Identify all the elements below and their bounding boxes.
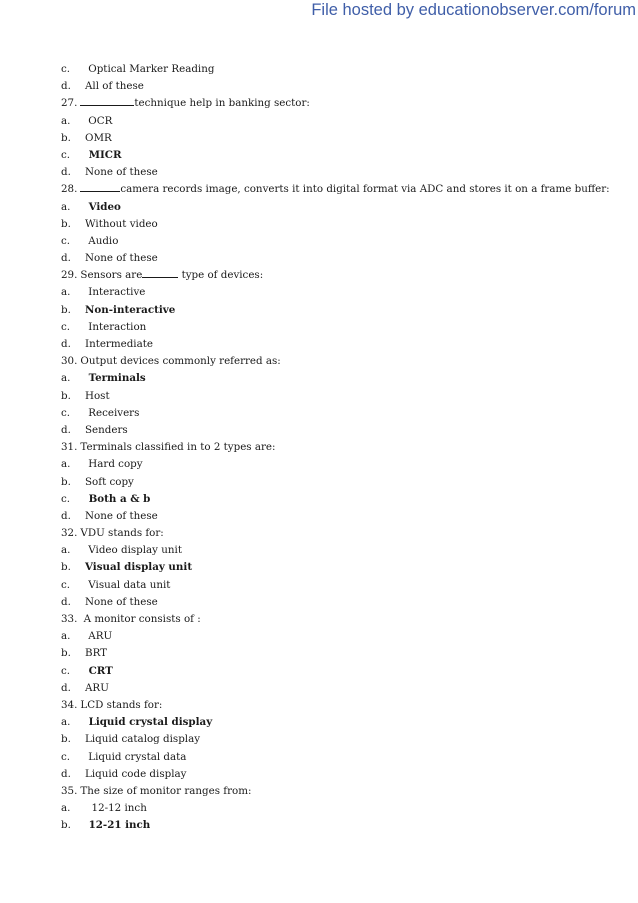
- answer-option: [61, 628, 631, 645]
- answer-option: [61, 663, 631, 680]
- question-number: 27.: [61, 97, 78, 110]
- question-line: [61, 783, 631, 800]
- answer-option: [61, 474, 631, 491]
- option-label: d.: [61, 80, 71, 93]
- option-text: Liquid code display: [85, 767, 187, 780]
- correct-option-text: Terminals: [85, 372, 146, 385]
- question-text: LCD stands for:: [80, 698, 163, 711]
- answer-option: [61, 284, 631, 301]
- answer-option: [61, 233, 631, 250]
- option-label: d.: [61, 338, 71, 350]
- question-text-after-blank: technique help in banking sector:: [134, 97, 310, 110]
- answer-option: [61, 542, 631, 559]
- option-label: b.: [61, 561, 71, 574]
- correct-option-text: 12-21 inch: [85, 819, 151, 832]
- option-text: Intermediate: [85, 338, 153, 350]
- option-label: d.: [61, 166, 71, 179]
- option-label: b.: [61, 819, 71, 832]
- option-text: Liquid crystal data: [85, 750, 187, 763]
- question-line: [61, 439, 631, 456]
- question-number: 28.: [61, 183, 78, 196]
- option-label: a.: [61, 200, 71, 213]
- question-line: [61, 611, 631, 628]
- option-text: Receivers: [85, 406, 140, 419]
- option-label: b.: [61, 217, 71, 230]
- option-text: Liquid catalog display: [85, 733, 201, 746]
- option-label: d.: [61, 509, 71, 522]
- option-text: Hard copy: [85, 458, 143, 471]
- option-text: Interactive: [85, 286, 146, 299]
- answer-option: [61, 456, 631, 473]
- option-text: Senders: [85, 423, 128, 436]
- option-text: BRT: [85, 647, 108, 660]
- answer-option: [61, 817, 631, 834]
- answer-option: [61, 250, 631, 267]
- option-label: d.: [61, 595, 71, 608]
- option-text: None of these: [85, 595, 158, 608]
- fill-in-blank: [142, 267, 178, 278]
- option-label: c.: [61, 664, 71, 677]
- option-text: Audio: [85, 234, 119, 247]
- question-text: VDU stands for:: [80, 527, 164, 540]
- option-text: OMR: [85, 131, 112, 144]
- question-list: [61, 61, 631, 834]
- answer-option: [61, 577, 631, 594]
- option-text: Optical Marker Reading: [85, 63, 215, 75]
- question-line: [61, 181, 631, 198]
- option-label: b.: [61, 131, 71, 144]
- question-line: [61, 353, 631, 370]
- answer-option: [61, 61, 631, 78]
- option-text: Interaction: [85, 320, 147, 333]
- answer-option: [61, 559, 631, 576]
- answer-option: [61, 164, 631, 181]
- correct-option-text: Non-interactive: [85, 303, 176, 316]
- option-label: c.: [61, 492, 71, 505]
- correct-option-text: Liquid crystal display: [85, 716, 213, 729]
- option-text: None of these: [85, 252, 158, 265]
- answer-option: [61, 731, 631, 748]
- fill-in-blank: [80, 95, 134, 106]
- option-label: b.: [61, 389, 71, 402]
- option-text: None of these: [85, 166, 158, 179]
- watermark-text: File hosted by educationobserver.com/forum: [311, 1, 636, 19]
- answer-option: [61, 645, 631, 662]
- correct-option-text: MICR: [85, 148, 122, 161]
- option-text: ARU: [85, 681, 109, 694]
- option-label: a.: [61, 716, 71, 729]
- option-label: c.: [61, 320, 71, 333]
- answer-option: [61, 508, 631, 525]
- answer-option: [61, 130, 631, 147]
- answer-option: [61, 491, 631, 508]
- correct-option-text: Both a & b: [85, 492, 151, 505]
- option-label: c.: [61, 63, 71, 75]
- question-text: The size of monitor ranges from:: [80, 784, 252, 797]
- option-label: a.: [61, 802, 71, 815]
- answer-option: [61, 336, 631, 353]
- question-number: 30.: [61, 355, 78, 368]
- answer-option: [61, 766, 631, 783]
- option-label: c.: [61, 750, 71, 763]
- question-number: 33.: [61, 613, 78, 625]
- question-line: [61, 95, 631, 112]
- option-text: ARU: [85, 630, 113, 643]
- option-label: a.: [61, 630, 71, 643]
- answer-option: [61, 680, 631, 697]
- question-text: Sensors are: [80, 269, 143, 282]
- question-line: [61, 525, 631, 542]
- option-label: a.: [61, 458, 71, 471]
- option-label: b.: [61, 647, 71, 660]
- option-text: 12-12 inch: [85, 802, 147, 815]
- question-text: Terminals classified in to 2 types are:: [80, 441, 276, 454]
- question-text: A monitor consists of :: [80, 613, 201, 625]
- option-label: c.: [61, 578, 71, 591]
- answer-option: [61, 388, 631, 405]
- option-text: Visual data unit: [85, 578, 171, 591]
- option-text: Host: [85, 389, 110, 402]
- option-text: All of these: [85, 80, 144, 93]
- option-text: Soft copy: [85, 475, 134, 488]
- option-label: a.: [61, 544, 71, 557]
- option-label: c.: [61, 406, 71, 419]
- answer-option: [61, 594, 631, 611]
- option-label: a.: [61, 372, 71, 385]
- answer-option: [61, 147, 631, 164]
- correct-option-text: Visual display unit: [85, 561, 193, 574]
- option-text: Without video: [85, 217, 158, 230]
- question-number: 32.: [61, 527, 78, 540]
- option-text: OCR: [85, 114, 113, 127]
- option-label: d.: [61, 681, 71, 694]
- option-label: c.: [61, 148, 71, 161]
- option-text: None of these: [85, 509, 158, 522]
- question-line: [61, 267, 631, 284]
- option-label: d.: [61, 423, 71, 436]
- answer-option: [61, 199, 631, 216]
- fill-in-blank: [80, 181, 120, 192]
- answer-option: [61, 714, 631, 731]
- question-number: 34.: [61, 698, 78, 711]
- question-text-after-blank: type of devices:: [178, 269, 264, 282]
- option-label: a.: [61, 114, 71, 127]
- option-label: a.: [61, 286, 71, 299]
- answer-option: [61, 405, 631, 422]
- question-number: 29.: [61, 269, 78, 282]
- question-text-after-blank: camera records image, converts it into digital format via ADC and stores it on a frame buffer:: [120, 183, 610, 196]
- option-label: c.: [61, 234, 71, 247]
- question-text: Output devices commonly referred as:: [80, 355, 281, 368]
- correct-option-text: Video: [85, 200, 121, 213]
- question-number: 31.: [61, 441, 78, 454]
- answer-option: [61, 800, 631, 817]
- answer-option: [61, 319, 631, 336]
- answer-option: [61, 302, 631, 319]
- answer-option: [61, 113, 631, 130]
- correct-option-text: CRT: [85, 664, 113, 677]
- answer-option: [61, 216, 631, 233]
- option-label: b.: [61, 303, 71, 316]
- option-label: b.: [61, 475, 71, 488]
- option-label: d.: [61, 252, 71, 265]
- option-label: d.: [61, 767, 71, 780]
- answer-option: [61, 370, 631, 387]
- option-text: Video display unit: [85, 544, 182, 557]
- question-line: [61, 697, 631, 714]
- answer-option: [61, 78, 631, 95]
- option-label: b.: [61, 733, 71, 746]
- question-number: 35.: [61, 784, 78, 797]
- answer-option: [61, 422, 631, 439]
- answer-option: [61, 749, 631, 766]
